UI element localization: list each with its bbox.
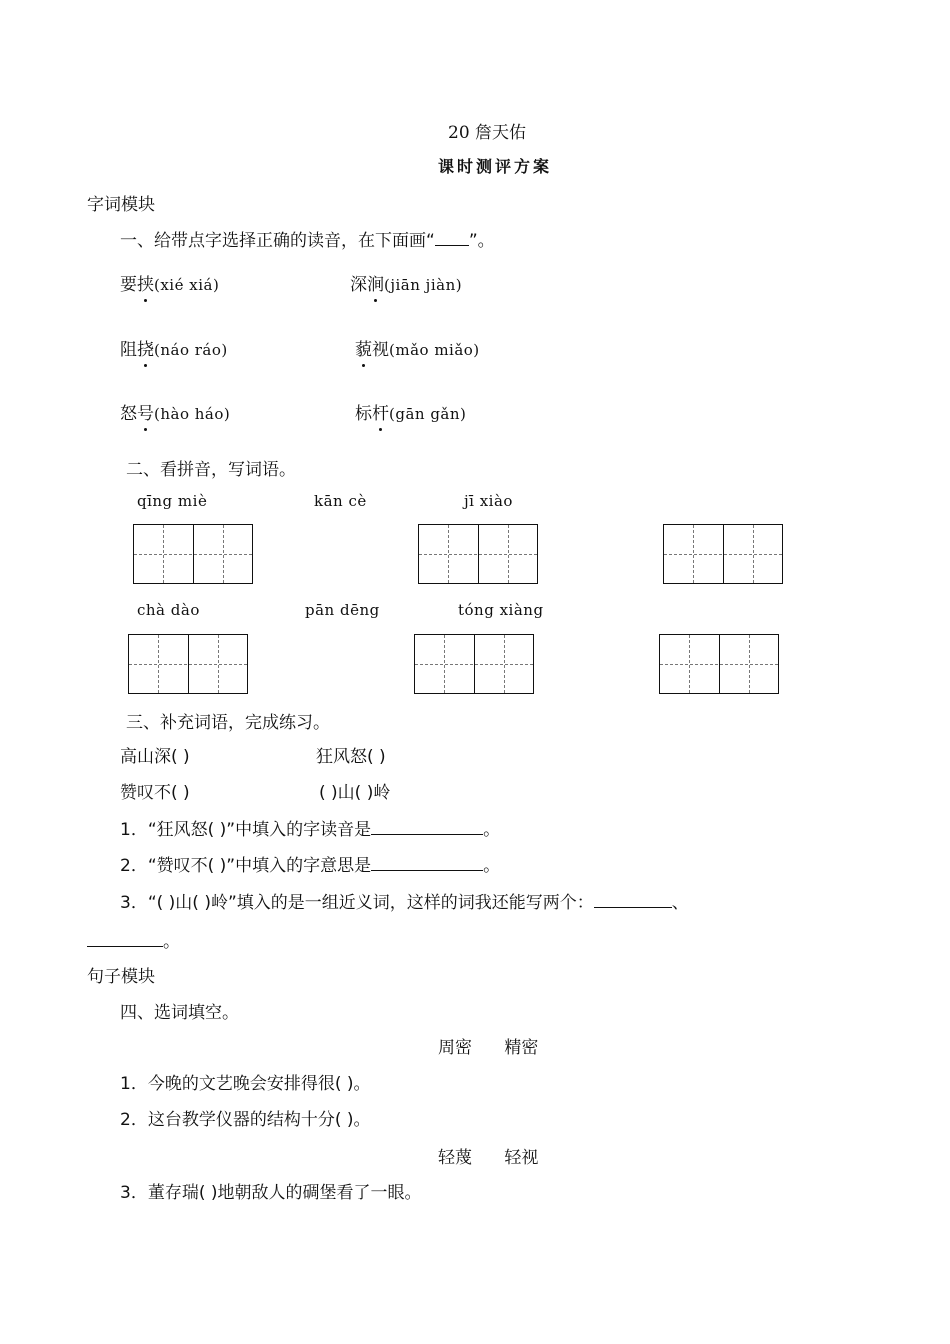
q3-sub3: 3．“( )山( )岭”填入的是一组近义词，这样的词我还能写两个： 、 [120, 893, 689, 913]
writing-grid[interactable] [128, 634, 248, 694]
writing-grid[interactable] [133, 524, 253, 584]
q4-sentence: 2．这台教学仪器的结构十分( )。 [120, 1110, 371, 1130]
q1-item: 深涧(jiān jiàn) [350, 270, 462, 295]
writing-grid[interactable] [663, 524, 783, 584]
idiom-blank: 赞叹不( ) [120, 783, 190, 803]
pinyin-label: tóng xiàng [458, 601, 544, 619]
q1-heading: 一、给带点字选择正确的读音，在下面画“ ”。 [120, 231, 495, 251]
writing-grid[interactable] [414, 634, 534, 694]
q1-item: 要挟(xié xiá) [120, 270, 219, 295]
writing-grid[interactable] [659, 634, 779, 694]
section-ju: 句子模块 [87, 967, 155, 987]
q4-sentence: 3．董存瑞( )地朝敌人的碉堡看了一眼。 [120, 1183, 422, 1203]
idiom-blank: 狂风怒( ) [316, 747, 386, 767]
q4-heading: 四、选词填空。 [120, 1003, 239, 1023]
q3-heading: 三、补充词语，完成练习。 [126, 713, 330, 733]
pinyin-label: jī xiào [464, 492, 513, 510]
q3-sub3-cont: 。 [87, 927, 180, 952]
writing-grid[interactable] [418, 524, 538, 584]
pinyin-label: qīng miè [137, 492, 208, 510]
q3-sub1: 1．“狂风怒( )”中填入的字读音是 。 [120, 820, 501, 840]
idiom-blank: 高山深( ) [120, 747, 190, 767]
page-subtitle: 课时测评方案 [438, 157, 553, 176]
word-choices: 轻蔑 轻视 [438, 1148, 539, 1168]
pinyin-label: kān cè [314, 492, 367, 510]
q1-item: 阻挠(náo ráo) [120, 335, 228, 360]
q1-item: 藐视(mǎo miǎo) [355, 335, 480, 360]
pinyin-label: chà dào [137, 601, 200, 619]
q4-sentence: 1．今晚的文艺晚会安排得很( )。 [120, 1074, 371, 1094]
section-ci: 字词模块 [87, 195, 155, 215]
q3-sub2: 2．“赞叹不( )”中填入的字意思是 。 [120, 856, 501, 876]
q1-item: 怒号(hào háo) [120, 399, 230, 424]
page-title: 20 詹天佑 [448, 123, 527, 143]
word-choices: 周密 精密 [438, 1038, 539, 1058]
q1-item: 标杆(gān gǎn) [355, 399, 466, 424]
idiom-blank: ( )山( )岭 [319, 783, 391, 803]
pinyin-label: pān dēng [305, 601, 380, 619]
q2-heading: 二、看拼音，写词语。 [126, 460, 296, 480]
